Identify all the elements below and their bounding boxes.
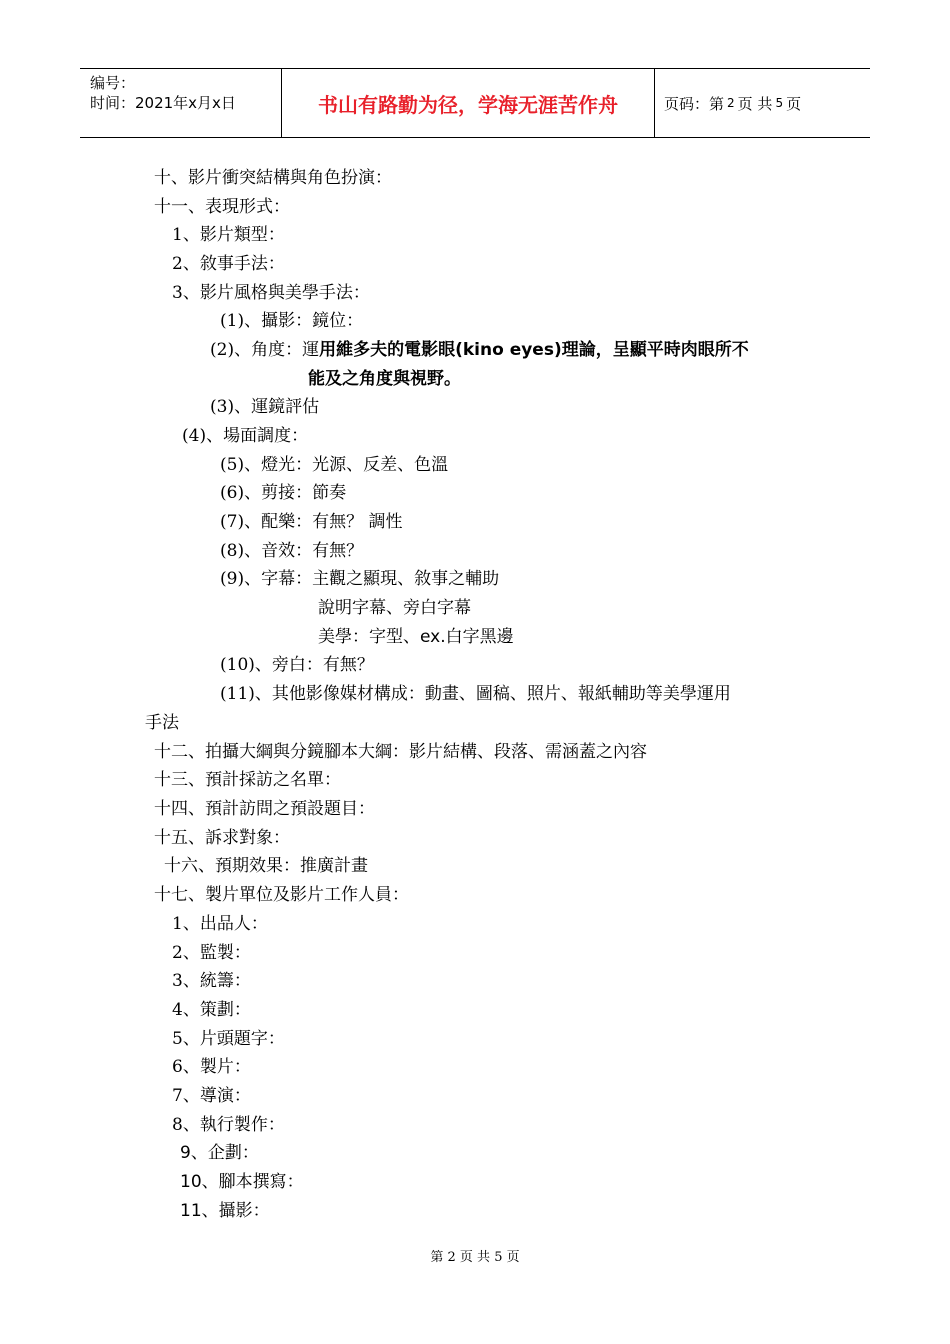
sub-item-10: (10)、旁白：有無？ <box>220 655 374 675</box>
sub-item-5: (5)、燈光：光源、反差、色溫 <box>220 455 449 475</box>
staff-label: 、攝影： <box>201 1201 270 1221</box>
staff-label: 、片頭題字： <box>182 1029 285 1049</box>
staff-label: 、出品人： <box>182 914 268 934</box>
staff-num: 7 <box>172 1086 183 1106</box>
section-16: 十六、預期效果：推廣計畫 <box>164 856 368 876</box>
sub-item-1: (1)、攝影：鏡位： <box>220 311 364 331</box>
section-13: 十三、預計採訪之名單： <box>154 770 341 790</box>
sub-item-2-label: (2)、角度：運 <box>210 340 320 360</box>
sub-item-8: (8)、音效：有無？ <box>220 541 364 561</box>
sub-item-6: (6)、剪接：節奏 <box>220 483 347 503</box>
sub-item-9-line2: 說明字幕、旁白字幕 <box>318 598 471 618</box>
staff-item <box>172 1084 251 1108</box>
item-narrative: 2、敘事手法： <box>172 254 285 274</box>
code-label: 编号： <box>90 74 136 92</box>
staff-item <box>172 1027 285 1051</box>
section-15: 十五、訴求對象： <box>154 828 290 848</box>
staff-num: 6 <box>172 1057 183 1077</box>
staff-num: 1 <box>172 914 183 934</box>
staff-item <box>172 1055 251 1079</box>
staff-num: 5 <box>172 1029 183 1049</box>
staff-item <box>172 969 251 993</box>
staff-num: 2 <box>172 943 183 963</box>
header-divider <box>654 69 655 137</box>
staff-item <box>180 1199 270 1223</box>
sub-item-2 <box>210 338 749 362</box>
sub-item-4: (4)、場面調度： <box>182 426 309 446</box>
staff-num: 10 <box>180 1172 202 1192</box>
section-14: 十四、預計訪問之預設題目： <box>154 799 375 819</box>
staff-item <box>172 998 251 1022</box>
aesthetics-example: 白字黑邊 <box>445 627 514 647</box>
staff-num: 4 <box>172 1000 183 1020</box>
time-text: 时间：2021年x月x日 <box>90 94 236 112</box>
page-total: 5 <box>775 96 784 110</box>
staff-item <box>172 912 268 936</box>
page-indicator <box>664 69 801 137</box>
staff-label: 、監製： <box>182 943 251 963</box>
staff-item <box>180 1141 259 1165</box>
page-suffix: 页 <box>786 94 802 113</box>
page-mid: 页 共 <box>737 94 773 113</box>
sub-item-7: (7)、配樂：有無？ 調性 <box>220 512 403 532</box>
staff-num: 11 <box>180 1201 202 1221</box>
section-12: 十二、拍攝大綱與分鏡腳本大綱：影片結構、段落、需涵蓋之內容 <box>154 742 647 762</box>
sub-item-11: (11)、其他影像媒材構成：動畫、圖稿、照片、報紙輔助等美學運用 <box>220 684 731 704</box>
page-prefix: 页码：第 <box>664 94 725 113</box>
sub-item-9-line3 <box>318 625 514 649</box>
staff-label: 、企劃： <box>190 1143 259 1163</box>
staff-label: 、統籌： <box>182 971 251 991</box>
ex-abbrev: ex. <box>420 627 446 647</box>
section-10: 十、影片衝突結構與角色扮演： <box>154 168 392 188</box>
staff-label: 、腳本撰寫： <box>201 1172 304 1192</box>
staff-label: 、製片： <box>182 1057 251 1077</box>
item-film-type: 1、影片類型： <box>172 225 285 245</box>
section-11: 十一、表現形式： <box>154 197 290 217</box>
page-footer: 第 2 页 共 5 页 <box>430 1250 520 1265</box>
aesthetics-label: 美學：字型、 <box>318 627 420 647</box>
staff-item <box>172 1113 285 1137</box>
sub-item-11-cont: 手法 <box>145 713 179 733</box>
header-meta <box>90 73 236 113</box>
staff-item <box>172 941 251 965</box>
staff-item <box>180 1170 304 1194</box>
staff-label: 、策劃： <box>182 1000 251 1020</box>
motto: 书山有路勤为径，学海无涯苦作舟 <box>318 92 618 117</box>
staff-num: 8 <box>172 1115 183 1135</box>
sub-item-2-cont: 能及之角度與視野。 <box>308 369 461 389</box>
staff-label: 、導演： <box>182 1086 251 1106</box>
sub-item-3: (3)、運鏡評估 <box>210 397 320 417</box>
staff-num: 9 <box>180 1143 191 1163</box>
page-number: 2 <box>727 96 735 110</box>
page-header <box>80 68 870 138</box>
staff-num: 3 <box>172 971 183 991</box>
sub-item-9: (9)、字幕：主觀之顯現、敘事之輔助 <box>220 569 500 589</box>
item-style: 3、影片風格與美學手法： <box>172 283 370 303</box>
staff-label: 、執行製作： <box>182 1115 285 1135</box>
section-17: 十七、製片單位及影片工作人員： <box>154 885 409 905</box>
sub-item-2-text: 用維多夫的電影眼(kino eyes)理論，呈顯平時肉眼所不 <box>319 340 749 360</box>
